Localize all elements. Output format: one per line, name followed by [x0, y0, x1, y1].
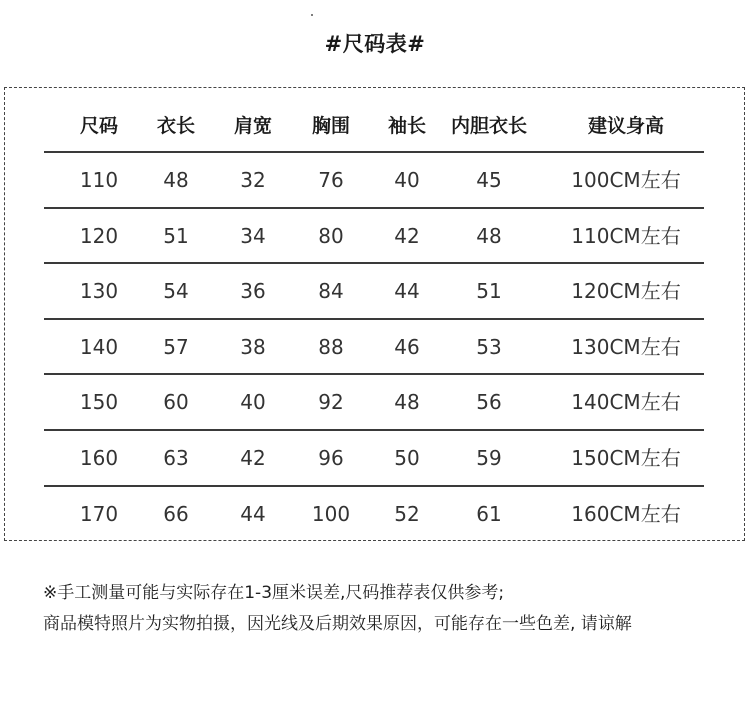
table-row: [44, 431, 704, 485]
cell-height: 110CM左右: [571, 224, 681, 248]
header-sleeve: 袖长: [387, 115, 426, 137]
header-chest: 胸围: [311, 115, 350, 137]
cell-chest: 84: [318, 279, 344, 303]
cell-chest: 80: [318, 224, 344, 248]
cell-length: 60: [163, 390, 189, 414]
cell-chest: 92: [318, 390, 344, 414]
cell-shoulder: 42: [240, 446, 266, 470]
cell-liner-length: 53: [476, 335, 502, 359]
table-row: [44, 153, 704, 207]
cell-height: 120CM左右: [571, 279, 681, 303]
cell-sleeve: 52: [394, 502, 420, 526]
cell-shoulder: 38: [240, 335, 266, 359]
header-size: 尺码: [79, 115, 118, 137]
cell-chest: 88: [318, 335, 344, 359]
header-height: 建议身高: [587, 115, 664, 137]
page-title: #尺码表#: [324, 32, 426, 56]
cell-chest: 100: [311, 502, 351, 526]
cell-shoulder: 40: [240, 390, 266, 414]
cell-height: 130CM左右: [571, 335, 681, 359]
cell-shoulder: 44: [240, 502, 266, 526]
cell-length: 63: [163, 446, 189, 470]
cell-sleeve: 48: [394, 390, 420, 414]
cell-length: 57: [163, 335, 189, 359]
cell-shoulder: 36: [240, 279, 266, 303]
cell-liner-length: 48: [476, 224, 502, 248]
cell-liner-length: 51: [476, 279, 502, 303]
cell-size: 170: [79, 502, 119, 526]
cell-liner-length: 56: [476, 390, 502, 414]
cell-size: 120: [79, 224, 119, 248]
cell-chest: 76: [318, 168, 344, 192]
cell-size: 110: [79, 168, 119, 192]
cell-liner-length: 59: [476, 446, 502, 470]
table-row: [44, 264, 704, 318]
cell-sleeve: 50: [394, 446, 420, 470]
table-row: [44, 375, 704, 429]
cell-length: 51: [163, 224, 189, 248]
cell-shoulder: 34: [240, 224, 266, 248]
header-liner-length: 内胆衣长: [450, 115, 527, 137]
cell-size: 160: [79, 446, 119, 470]
cell-size: 130: [79, 279, 119, 303]
measurement-note: ※手工测量可能与实际存在1-3厘米误差,尺码推荐表仅供参考;: [43, 583, 505, 603]
cell-size: 150: [79, 390, 119, 414]
table-row: [44, 487, 704, 541]
cell-height: 140CM左右: [571, 390, 681, 414]
cell-height: 100CM左右: [571, 168, 681, 192]
cell-liner-length: 45: [476, 168, 502, 192]
header-length: 衣长: [156, 115, 195, 137]
cell-length: 48: [163, 168, 189, 192]
cell-liner-length: 61: [476, 502, 502, 526]
cell-size: 140: [79, 335, 119, 359]
cell-sleeve: 44: [394, 279, 420, 303]
color-disclaimer-note: 商品模特照片为实物拍摄，因光线及后期效果原因，可能存在一些色差, 请谅解: [43, 614, 632, 634]
cell-length: 66: [163, 502, 189, 526]
table-row: [44, 320, 704, 374]
table-header: [44, 106, 704, 146]
cell-height: 150CM左右: [571, 446, 681, 470]
cell-sleeve: 40: [394, 168, 420, 192]
table-row: [44, 209, 704, 263]
cell-shoulder: 32: [240, 168, 266, 192]
cell-sleeve: 42: [394, 224, 420, 248]
cell-sleeve: 46: [394, 335, 420, 359]
decorative-dot: [311, 14, 313, 16]
cell-length: 54: [163, 279, 189, 303]
cell-height: 160CM左右: [571, 502, 681, 526]
cell-chest: 96: [318, 446, 344, 470]
header-shoulder: 肩宽: [233, 115, 272, 137]
